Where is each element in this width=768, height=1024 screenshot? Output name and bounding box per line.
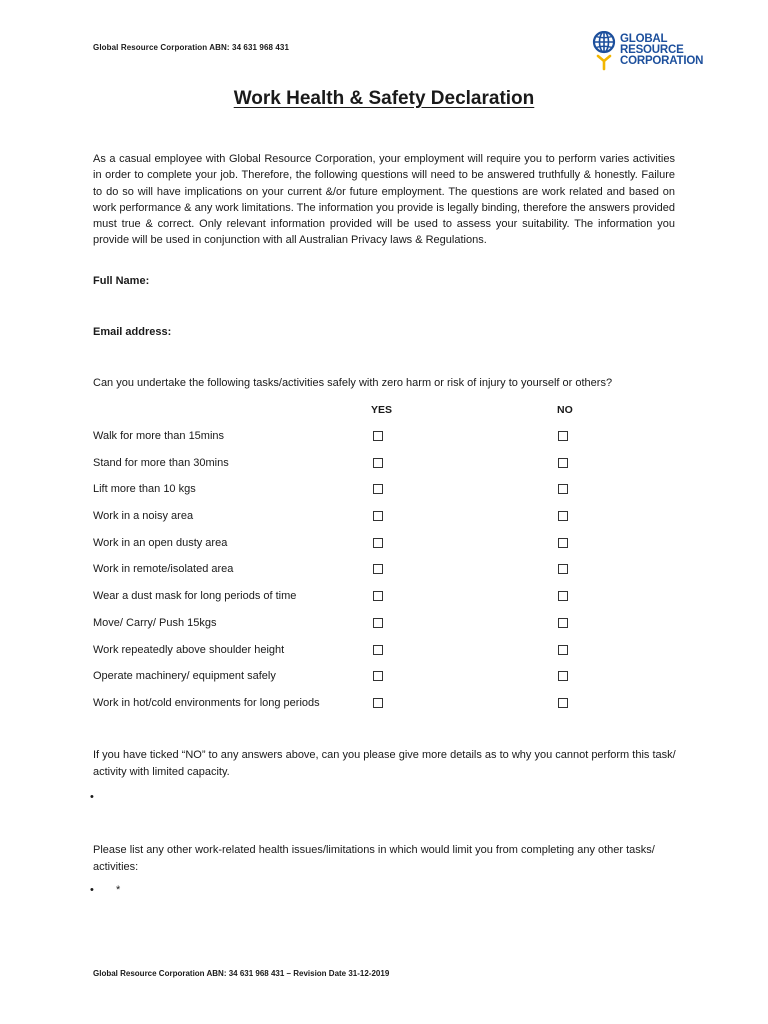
email-address-label: Email address:	[93, 326, 172, 338]
logo-line-3: CORPORATION	[620, 55, 704, 67]
yes-checkbox[interactable]	[373, 538, 383, 548]
no-checkbox[interactable]	[558, 484, 568, 494]
task-label: Operate machinery/ equipment safely	[93, 670, 276, 683]
yes-checkbox[interactable]	[373, 618, 383, 628]
logo-line-2: RESOURCE	[620, 44, 684, 56]
task-row	[0, 455, 768, 482]
details-bullet: •	[90, 791, 94, 803]
page-title-container	[0, 88, 768, 110]
yes-checkbox[interactable]	[373, 484, 383, 494]
header-company-abn: Global Resource Corporation ABN: 34 631 968 431	[93, 43, 290, 52]
other-issues-asterisk: *	[116, 884, 121, 896]
logo-wordmark	[620, 34, 703, 67]
task-label: Wear a dust mask for long periods of time	[93, 590, 297, 603]
no-checkbox[interactable]	[558, 618, 568, 628]
no-checkbox[interactable]	[558, 591, 568, 601]
yes-column-header: YES	[371, 404, 393, 416]
no-checkbox[interactable]	[558, 431, 568, 441]
no-checkbox[interactable]	[558, 458, 568, 468]
no-checkbox[interactable]	[558, 671, 568, 681]
task-label: Stand for more than 30mins	[93, 456, 229, 469]
task-row	[0, 561, 768, 588]
no-checkbox[interactable]	[558, 511, 568, 521]
task-row	[0, 428, 768, 455]
no-checkbox[interactable]	[558, 538, 568, 548]
task-row	[0, 588, 768, 615]
no-checkbox[interactable]	[558, 698, 568, 708]
task-row	[0, 481, 768, 508]
task-label: Move/ Carry/ Push 15kgs	[93, 616, 217, 629]
task-row	[0, 508, 768, 535]
task-checklist	[0, 428, 768, 722]
task-row	[0, 642, 768, 669]
no-checkbox[interactable]	[558, 564, 568, 574]
intro-paragraph: As a casual employee with Global Resource Corporation, your employment will require you to perform varies activities in order to complete your job. Therefore, the following questions will need to be answered truthfully & honestly. Failure to do so will have implications on your current &/or future employment. The questions are work related and based on work performance & any work limitations. The information you provide is legally binding, therefore the answers provided must true & correct. Only relevant information provided will be used to assess your suitability. The information you provide will be used in conjunction with all Australian Privacy laws & Regulations.	[93, 153, 675, 247]
footer-revision: Global Resource Corporation ABN: 34 631 968 431 – Revision Date 31-12-2019	[93, 969, 390, 978]
logo-line-1: GLOBAL	[620, 33, 668, 45]
yes-checkbox[interactable]	[373, 511, 383, 521]
task-label: Work in a noisy area	[93, 510, 194, 523]
task-label: Walk for more than 15mins	[93, 430, 225, 442]
company-logo	[591, 31, 703, 73]
yes-checkbox[interactable]	[373, 591, 383, 601]
task-row	[0, 615, 768, 642]
yes-checkbox[interactable]	[373, 645, 383, 655]
task-label: Work in an open dusty area	[93, 536, 228, 549]
yes-checkbox[interactable]	[373, 431, 383, 441]
other-issues-prompt: Please list any other work-related health issues/limitations in which would limit you from completing any other tasks/ activities:	[93, 844, 655, 873]
yes-checkbox[interactable]	[373, 458, 383, 468]
task-row	[0, 668, 768, 695]
page-title: Work Health & Safety Declaration	[233, 88, 535, 109]
task-label: Lift more than 10 kgs	[93, 483, 196, 496]
no-checkbox[interactable]	[558, 645, 568, 655]
other-issues-bullet: •	[90, 884, 94, 896]
task-label: Work repeatedly above shoulder height	[93, 643, 285, 656]
yes-checkbox[interactable]	[373, 564, 383, 574]
no-details-prompt: If you have ticked “NO” to any answers above, can you please give more details as to why you cannot perform this task/ activity with limited capacity.	[93, 749, 676, 778]
task-row	[0, 695, 768, 722]
task-label: Work in hot/cold environments for long periods	[93, 696, 320, 709]
full-name-label: Full Name:	[93, 275, 150, 287]
task-label: Work in remote/isolated area	[93, 563, 234, 576]
globe-person-icon	[591, 31, 617, 73]
no-column-header: NO	[557, 404, 573, 416]
yes-checkbox[interactable]	[373, 671, 383, 681]
task-row	[0, 535, 768, 562]
yes-checkbox[interactable]	[373, 698, 383, 708]
checklist-question: Can you undertake the following tasks/activities safely with zero harm or risk of injury to yourself or others?	[93, 377, 613, 389]
